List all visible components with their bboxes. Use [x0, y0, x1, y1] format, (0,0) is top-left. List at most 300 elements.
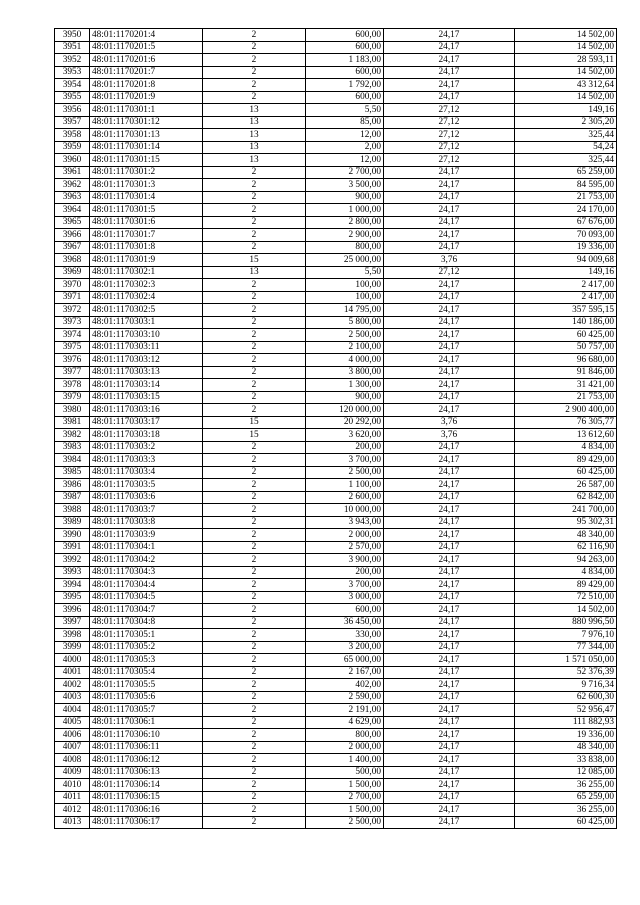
- row-number-cell: 4010: [55, 779, 90, 792]
- cadastral-number-cell: 48:01:1170304:2: [90, 554, 203, 567]
- specific-value-cell: 24,17: [384, 754, 515, 767]
- area-cell: 500,00: [306, 766, 384, 779]
- group-code-cell: 2: [203, 766, 306, 779]
- cadastral-number-cell: 48:01:1170304:1: [90, 541, 203, 554]
- table-row: [55, 554, 617, 567]
- specific-value-cell: 24,17: [384, 466, 515, 479]
- area-cell: 85,00: [306, 116, 384, 129]
- cadastral-number-cell: 48:01:1170305:7: [90, 704, 203, 717]
- group-code-cell: 2: [203, 654, 306, 667]
- cadastral-number-cell: 48:01:1170306:14: [90, 779, 203, 792]
- table-row: [55, 429, 617, 442]
- table-row: [55, 441, 617, 454]
- cadastral-number-cell: 48:01:1170303:15: [90, 391, 203, 404]
- area-cell: 2 900,00: [306, 229, 384, 242]
- row-number-cell: 3978: [55, 379, 90, 392]
- area-cell: 600,00: [306, 66, 384, 79]
- cadastral-number-cell: 48:01:1170301:15: [90, 154, 203, 167]
- specific-value-cell: 27,12: [384, 116, 515, 129]
- area-cell: 2 000,00: [306, 741, 384, 754]
- cadastral-number-cell: 48:01:1170306:13: [90, 766, 203, 779]
- cadastral-value-cell: 149,16: [515, 104, 617, 117]
- area-cell: 25 000,00: [306, 254, 384, 267]
- group-code-cell: 13: [203, 154, 306, 167]
- cadastral-number-cell: 48:01:1170301:1: [90, 104, 203, 117]
- specific-value-cell: 24,17: [384, 354, 515, 367]
- table-row: [55, 604, 617, 617]
- area-cell: 3 700,00: [306, 454, 384, 467]
- cadastral-number-cell: 48:01:1170303:18: [90, 429, 203, 442]
- group-code-cell: 2: [203, 529, 306, 542]
- cadastral-value-cell: 65 259,00: [515, 791, 617, 804]
- table-row: [55, 191, 617, 204]
- row-number-cell: 3951: [55, 41, 90, 54]
- group-code-cell: 2: [203, 691, 306, 704]
- table-row: [55, 354, 617, 367]
- area-cell: 3 620,00: [306, 429, 384, 442]
- group-code-cell: 2: [203, 304, 306, 317]
- cadastral-value-cell: 94 009,68: [515, 254, 617, 267]
- cadastral-value-cell: 4 834,00: [515, 566, 617, 579]
- specific-value-cell: 24,17: [384, 491, 515, 504]
- area-cell: 2 100,00: [306, 341, 384, 354]
- cadastral-value-cell: 14 502,00: [515, 29, 617, 42]
- row-number-cell: 3997: [55, 616, 90, 629]
- specific-value-cell: 24,17: [384, 179, 515, 192]
- row-number-cell: 3968: [55, 254, 90, 267]
- cadastral-value-cell: 21 753,00: [515, 191, 617, 204]
- table-row: [55, 616, 617, 629]
- group-code-cell: 2: [203, 641, 306, 654]
- cadastral-number-cell: 48:01:1170302:3: [90, 279, 203, 292]
- group-code-cell: 2: [203, 41, 306, 54]
- specific-value-cell: 24,17: [384, 441, 515, 454]
- row-number-cell: 3990: [55, 529, 90, 542]
- group-code-cell: 2: [203, 229, 306, 242]
- row-number-cell: 3985: [55, 466, 90, 479]
- row-number-cell: 3959: [55, 141, 90, 154]
- cadastral-value-cell: 19 336,00: [515, 729, 617, 742]
- specific-value-cell: 24,17: [384, 241, 515, 254]
- table-row: [55, 341, 617, 354]
- row-number-cell: 3980: [55, 404, 90, 417]
- cadastral-number-cell: 48:01:1170302:1: [90, 266, 203, 279]
- table-row: [55, 379, 617, 392]
- group-code-cell: 2: [203, 791, 306, 804]
- cadastral-number-cell: 48:01:1170303:14: [90, 379, 203, 392]
- area-cell: 20 292,00: [306, 416, 384, 429]
- specific-value-cell: 24,17: [384, 516, 515, 529]
- row-number-cell: 3952: [55, 54, 90, 67]
- table-row: [55, 591, 617, 604]
- specific-value-cell: 24,17: [384, 454, 515, 467]
- row-number-cell: 3987: [55, 491, 90, 504]
- row-number-cell: 3982: [55, 429, 90, 442]
- cadastral-number-cell: 48:01:1170306:11: [90, 741, 203, 754]
- cadastral-value-cell: 60 425,00: [515, 466, 617, 479]
- area-cell: 12,00: [306, 154, 384, 167]
- row-number-cell: 3962: [55, 179, 90, 192]
- cadastral-number-cell: 48:01:1170303:6: [90, 491, 203, 504]
- group-code-cell: 2: [203, 66, 306, 79]
- cadastral-value-cell: 52 956,47: [515, 704, 617, 717]
- table-row: [55, 741, 617, 754]
- area-cell: 2 570,00: [306, 541, 384, 554]
- group-code-cell: 2: [203, 716, 306, 729]
- cadastral-number-cell: 48:01:1170303:10: [90, 329, 203, 342]
- area-cell: 1 100,00: [306, 479, 384, 492]
- area-cell: 3 200,00: [306, 641, 384, 654]
- area-cell: 200,00: [306, 441, 384, 454]
- specific-value-cell: 24,17: [384, 316, 515, 329]
- row-number-cell: 3976: [55, 354, 90, 367]
- row-number-cell: 3965: [55, 216, 90, 229]
- table-row: [55, 279, 617, 292]
- area-cell: 2 167,00: [306, 666, 384, 679]
- row-number-cell: 3995: [55, 591, 90, 604]
- row-number-cell: 4000: [55, 654, 90, 667]
- specific-value-cell: 3,76: [384, 429, 515, 442]
- group-code-cell: 2: [203, 754, 306, 767]
- area-cell: 2 700,00: [306, 166, 384, 179]
- group-code-cell: 2: [203, 79, 306, 92]
- table-row: [55, 454, 617, 467]
- cadastral-value-cell: 14 502,00: [515, 66, 617, 79]
- group-code-cell: 2: [203, 816, 306, 829]
- specific-value-cell: 24,17: [384, 91, 515, 104]
- specific-value-cell: 24,17: [384, 716, 515, 729]
- group-code-cell: 2: [203, 741, 306, 754]
- area-cell: 65 000,00: [306, 654, 384, 667]
- table-row: [55, 404, 617, 417]
- row-number-cell: 3964: [55, 204, 90, 217]
- table-row: [55, 579, 617, 592]
- cadastral-number-cell: 48:01:1170306:1: [90, 716, 203, 729]
- cadastral-value-cell: 60 425,00: [515, 816, 617, 829]
- table-row: [55, 166, 617, 179]
- cadastral-number-cell: 48:01:1170301:6: [90, 216, 203, 229]
- group-code-cell: 2: [203, 804, 306, 817]
- table-row: [55, 629, 617, 642]
- cadastral-value-cell: 2 417,00: [515, 291, 617, 304]
- table-row: [55, 54, 617, 67]
- cadastral-value-cell: 2 417,00: [515, 279, 617, 292]
- row-number-cell: 3989: [55, 516, 90, 529]
- cadastral-number-cell: 48:01:1170303:7: [90, 504, 203, 517]
- cadastral-value-cell: 89 429,00: [515, 579, 617, 592]
- table-row: [55, 329, 617, 342]
- group-code-cell: 2: [203, 29, 306, 42]
- cadastral-number-cell: 48:01:1170304:5: [90, 591, 203, 604]
- group-code-cell: 2: [203, 204, 306, 217]
- row-number-cell: 4005: [55, 716, 90, 729]
- group-code-cell: 2: [203, 241, 306, 254]
- specific-value-cell: 24,17: [384, 691, 515, 704]
- cadastral-number-cell: 48:01:1170301:7: [90, 229, 203, 242]
- area-cell: 402,00: [306, 679, 384, 692]
- cadastral-value-cell: 48 340,00: [515, 529, 617, 542]
- specific-value-cell: 24,17: [384, 329, 515, 342]
- area-cell: 100,00: [306, 291, 384, 304]
- area-cell: 200,00: [306, 566, 384, 579]
- cadastral-value-table: [54, 28, 617, 829]
- row-number-cell: 4002: [55, 679, 90, 692]
- specific-value-cell: 24,17: [384, 229, 515, 242]
- table-row: [55, 254, 617, 267]
- cadastral-value-cell: 50 757,00: [515, 341, 617, 354]
- specific-value-cell: 24,17: [384, 791, 515, 804]
- row-number-cell: 4003: [55, 691, 90, 704]
- specific-value-cell: 24,17: [384, 666, 515, 679]
- cadastral-value-cell: 13 612,60: [515, 429, 617, 442]
- table-row: [55, 716, 617, 729]
- table-row: [55, 766, 617, 779]
- specific-value-cell: 24,17: [384, 29, 515, 42]
- cadastral-value-cell: 89 429,00: [515, 454, 617, 467]
- cadastral-value-cell: 14 502,00: [515, 41, 617, 54]
- row-number-cell: 3956: [55, 104, 90, 117]
- row-number-cell: 4008: [55, 754, 90, 767]
- cadastral-number-cell: 48:01:1170303:1: [90, 316, 203, 329]
- specific-value-cell: 24,17: [384, 66, 515, 79]
- cadastral-value-cell: 149,16: [515, 266, 617, 279]
- specific-value-cell: 24,17: [384, 341, 515, 354]
- table-row: [55, 266, 617, 279]
- cadastral-number-cell: 48:01:1170303:13: [90, 366, 203, 379]
- cadastral-number-cell: 48:01:1170306:12: [90, 754, 203, 767]
- specific-value-cell: 24,17: [384, 804, 515, 817]
- area-cell: 120 000,00: [306, 404, 384, 417]
- cadastral-value-cell: 241 700,00: [515, 504, 617, 517]
- specific-value-cell: 24,17: [384, 629, 515, 642]
- area-cell: 1 400,00: [306, 754, 384, 767]
- table-row: [55, 679, 617, 692]
- cadastral-value-cell: 36 255,00: [515, 779, 617, 792]
- cadastral-value-cell: 72 510,00: [515, 591, 617, 604]
- area-cell: 2 500,00: [306, 466, 384, 479]
- cadastral-value-cell: 12 085,00: [515, 766, 617, 779]
- cadastral-number-cell: 48:01:1170306:16: [90, 804, 203, 817]
- specific-value-cell: 24,17: [384, 541, 515, 554]
- specific-value-cell: 24,17: [384, 41, 515, 54]
- cadastral-value-cell: 76 305,77: [515, 416, 617, 429]
- cadastral-number-cell: 48:01:1170306:10: [90, 729, 203, 742]
- specific-value-cell: 24,17: [384, 166, 515, 179]
- cadastral-number-cell: 48:01:1170303:4: [90, 466, 203, 479]
- cadastral-value-cell: 26 587,00: [515, 479, 617, 492]
- group-code-cell: 2: [203, 466, 306, 479]
- cadastral-value-cell: 48 340,00: [515, 741, 617, 754]
- cadastral-value-cell: 4 834,00: [515, 441, 617, 454]
- row-number-cell: 3954: [55, 79, 90, 92]
- group-code-cell: 2: [203, 454, 306, 467]
- table-row: [55, 791, 617, 804]
- cadastral-number-cell: 48:01:1170306:17: [90, 816, 203, 829]
- cadastral-value-cell: 54,24: [515, 141, 617, 154]
- area-cell: 14 795,00: [306, 304, 384, 317]
- cadastral-number-cell: 48:01:1170305:4: [90, 666, 203, 679]
- cadastral-number-cell: 48:01:1170201:4: [90, 29, 203, 42]
- row-number-cell: 3966: [55, 229, 90, 242]
- cadastral-number-cell: 48:01:1170301:14: [90, 141, 203, 154]
- specific-value-cell: 27,12: [384, 104, 515, 117]
- cadastral-number-cell: 48:01:1170301:2: [90, 166, 203, 179]
- row-number-cell: 3950: [55, 29, 90, 42]
- area-cell: 1 300,00: [306, 379, 384, 392]
- cadastral-number-cell: 48:01:1170302:4: [90, 291, 203, 304]
- group-code-cell: 2: [203, 516, 306, 529]
- group-code-cell: 2: [203, 479, 306, 492]
- table-row: [55, 316, 617, 329]
- specific-value-cell: 24,17: [384, 529, 515, 542]
- cadastral-number-cell: 48:01:1170303:11: [90, 341, 203, 354]
- row-number-cell: 3963: [55, 191, 90, 204]
- specific-value-cell: 24,17: [384, 604, 515, 617]
- specific-value-cell: 24,17: [384, 591, 515, 604]
- table-row: [55, 654, 617, 667]
- row-number-cell: 3993: [55, 566, 90, 579]
- row-number-cell: 4012: [55, 804, 90, 817]
- row-number-cell: 3961: [55, 166, 90, 179]
- table-row: [55, 729, 617, 742]
- table-row: [55, 179, 617, 192]
- row-number-cell: 4013: [55, 816, 90, 829]
- area-cell: 2 600,00: [306, 491, 384, 504]
- specific-value-cell: 24,17: [384, 216, 515, 229]
- row-number-cell: 3958: [55, 129, 90, 142]
- group-code-cell: 2: [203, 366, 306, 379]
- table-row: [55, 91, 617, 104]
- area-cell: 1 792,00: [306, 79, 384, 92]
- cadastral-value-cell: 95 302,31: [515, 516, 617, 529]
- row-number-cell: 3979: [55, 391, 90, 404]
- group-code-cell: 15: [203, 254, 306, 267]
- cadastral-number-cell: 48:01:1170304:8: [90, 616, 203, 629]
- cadastral-value-cell: 2 900 400,00: [515, 404, 617, 417]
- row-number-cell: 3984: [55, 454, 90, 467]
- cadastral-number-cell: 48:01:1170304:7: [90, 604, 203, 617]
- area-cell: 900,00: [306, 191, 384, 204]
- table-row: [55, 154, 617, 167]
- table-row: [55, 129, 617, 142]
- cadastral-value-cell: 880 996,50: [515, 616, 617, 629]
- area-cell: 600,00: [306, 29, 384, 42]
- table-row: [55, 816, 617, 829]
- cadastral-value-cell: 65 259,00: [515, 166, 617, 179]
- cadastral-value-cell: 62 842,00: [515, 491, 617, 504]
- specific-value-cell: 24,17: [384, 704, 515, 717]
- row-number-cell: 4011: [55, 791, 90, 804]
- cadastral-number-cell: 48:01:1170305:3: [90, 654, 203, 667]
- area-cell: 3 700,00: [306, 579, 384, 592]
- table-row: [55, 241, 617, 254]
- group-code-cell: 2: [203, 279, 306, 292]
- area-cell: 2 191,00: [306, 704, 384, 717]
- area-cell: 1 183,00: [306, 54, 384, 67]
- row-number-cell: 3977: [55, 366, 90, 379]
- specific-value-cell: 24,17: [384, 391, 515, 404]
- cadastral-number-cell: 48:01:1170301:9: [90, 254, 203, 267]
- cadastral-number-cell: 48:01:1170305:1: [90, 629, 203, 642]
- cadastral-value-cell: 21 753,00: [515, 391, 617, 404]
- row-number-cell: 3994: [55, 579, 90, 592]
- specific-value-cell: 27,12: [384, 129, 515, 142]
- group-code-cell: 2: [203, 554, 306, 567]
- cadastral-number-cell: 48:01:1170201:5: [90, 41, 203, 54]
- cadastral-value-cell: 60 425,00: [515, 329, 617, 342]
- row-number-cell: 3991: [55, 541, 90, 554]
- row-number-cell: 3983: [55, 441, 90, 454]
- cadastral-number-cell: 48:01:1170201:9: [90, 91, 203, 104]
- area-cell: 1 000,00: [306, 204, 384, 217]
- specific-value-cell: 24,17: [384, 504, 515, 517]
- area-cell: 5,50: [306, 266, 384, 279]
- area-cell: 10 000,00: [306, 504, 384, 517]
- specific-value-cell: 24,17: [384, 191, 515, 204]
- table-row: [55, 691, 617, 704]
- specific-value-cell: 24,17: [384, 766, 515, 779]
- cadastral-value-cell: 140 186,00: [515, 316, 617, 329]
- row-number-cell: 3986: [55, 479, 90, 492]
- group-code-cell: 2: [203, 579, 306, 592]
- table-row: [55, 466, 617, 479]
- group-code-cell: 2: [203, 704, 306, 717]
- table-row: [55, 566, 617, 579]
- cadastral-value-cell: 77 344,00: [515, 641, 617, 654]
- group-code-cell: 2: [203, 441, 306, 454]
- table-row: [55, 291, 617, 304]
- table-row: [55, 504, 617, 517]
- group-code-cell: 2: [203, 566, 306, 579]
- table-row: [55, 366, 617, 379]
- cadastral-number-cell: 48:01:1170304:4: [90, 579, 203, 592]
- group-code-cell: 2: [203, 666, 306, 679]
- specific-value-cell: 27,12: [384, 141, 515, 154]
- group-code-cell: 2: [203, 629, 306, 642]
- area-cell: 330,00: [306, 629, 384, 642]
- cadastral-value-cell: 31 421,00: [515, 379, 617, 392]
- row-number-cell: 3969: [55, 266, 90, 279]
- table-row: [55, 479, 617, 492]
- area-cell: 600,00: [306, 91, 384, 104]
- area-cell: 600,00: [306, 41, 384, 54]
- cadastral-value-cell: 19 336,00: [515, 241, 617, 254]
- cadastral-number-cell: 48:01:1170305:6: [90, 691, 203, 704]
- specific-value-cell: 24,17: [384, 641, 515, 654]
- group-code-cell: 2: [203, 679, 306, 692]
- cadastral-number-cell: 48:01:1170301:4: [90, 191, 203, 204]
- cadastral-value-cell: 14 502,00: [515, 91, 617, 104]
- specific-value-cell: 24,17: [384, 616, 515, 629]
- table-body: [55, 29, 617, 829]
- group-code-cell: 2: [203, 166, 306, 179]
- cadastral-value-cell: 2 305,20: [515, 116, 617, 129]
- area-cell: 3 900,00: [306, 554, 384, 567]
- row-number-cell: 3998: [55, 629, 90, 642]
- area-cell: 5,50: [306, 104, 384, 117]
- cadastral-number-cell: 48:01:1170303:17: [90, 416, 203, 429]
- group-code-cell: 2: [203, 404, 306, 417]
- row-number-cell: 4007: [55, 741, 90, 754]
- cadastral-value-cell: 62 600,30: [515, 691, 617, 704]
- specific-value-cell: 24,17: [384, 366, 515, 379]
- group-code-cell: 2: [203, 291, 306, 304]
- cadastral-number-cell: 48:01:1170305:2: [90, 641, 203, 654]
- cadastral-value-cell: 84 595,00: [515, 179, 617, 192]
- area-cell: 3 800,00: [306, 366, 384, 379]
- row-number-cell: 3981: [55, 416, 90, 429]
- table-row: [55, 116, 617, 129]
